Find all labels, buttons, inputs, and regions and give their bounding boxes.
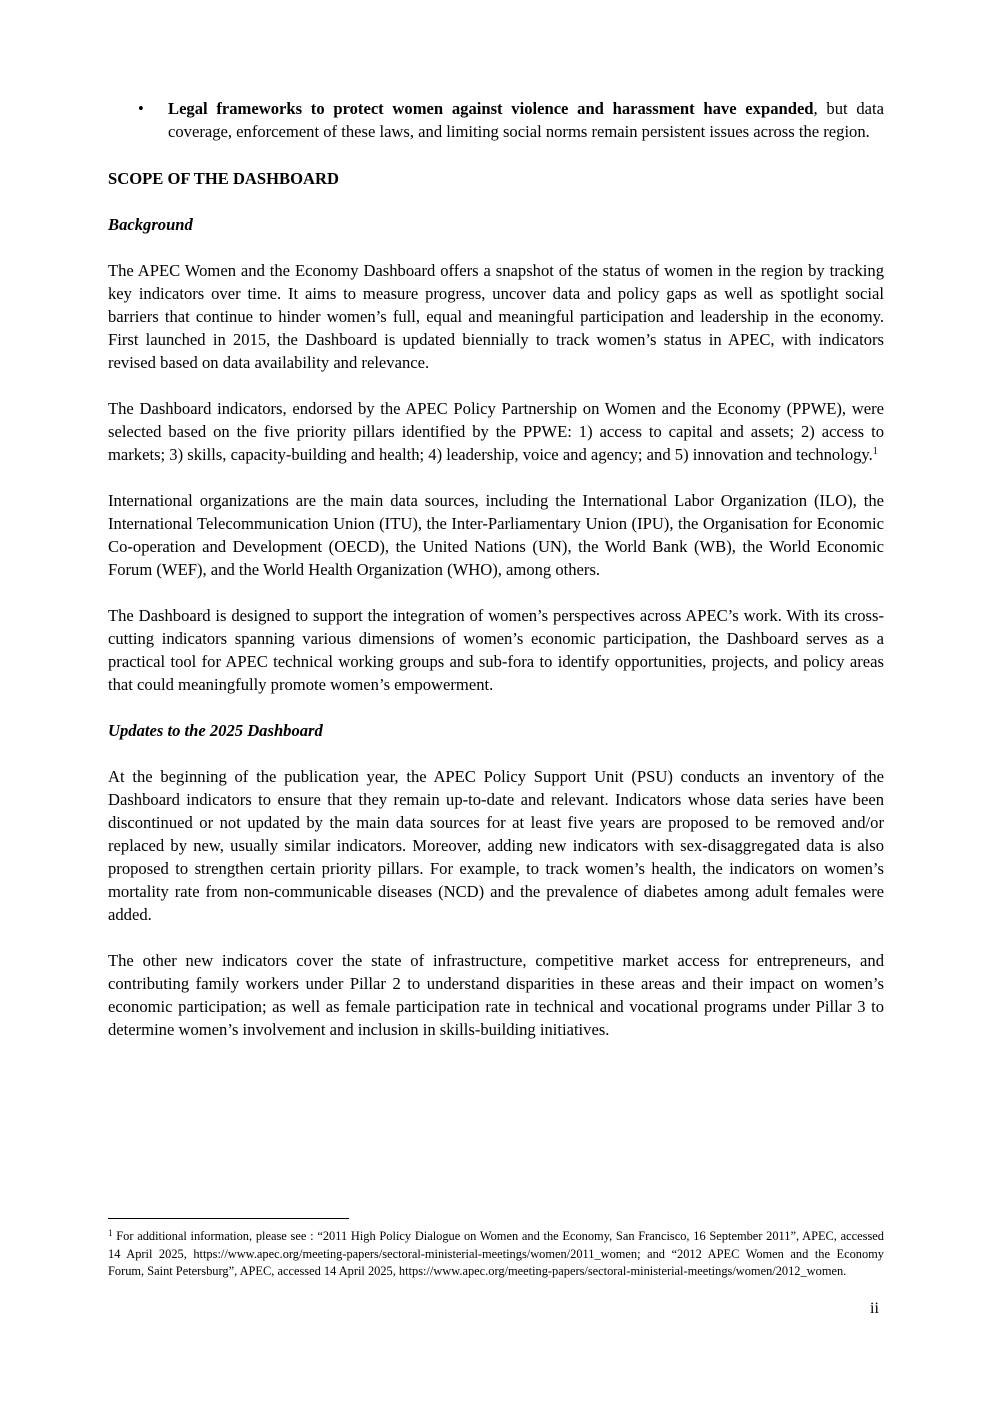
bullet-text [168, 97, 884, 143]
paragraph: The other new indicators cover the state of infrastructure, competitive market access for entrepreneurs, and contributing family workers under Pillar 2 to understand disparities in these areas and their impact on women’s economic participation; as well as female participation rate in technical and vocational programs under Pillar 3 to determine women’s involvement and inclusion in skills-building initiatives. [108, 951, 884, 1039]
bullet-bold-text: Legal frameworks to protect women against violence and harassment have expanded [168, 99, 814, 118]
paragraph: At the beginning of the publication year, the APEC Policy Support Unit (PSU) conducts an inventory of the Dashboard indicators to ensure that they remain up-to-date and relevant. Indicators whose data series have been discontinued or not updated by the main data sources for at least five years are proposed to be removed and/or replaced by new, usually similar indicators. Moreover, adding new indicators with sex-disaggregated data is also proposed to strengthen certain priority pillars. For example, to track women’s health, the indicators on women’s mortality rate from non-communicable diseases (NCD) and the prevalence of diabetes among adult females were added. [108, 767, 884, 924]
document-page [108, 97, 884, 1041]
footnote-reference[interactable]: 1 [872, 446, 878, 457]
section-title: SCOPE OF THE DASHBOARD [108, 169, 339, 188]
paragraph: International organizations are the main data sources, including the International Labor Organization (ILO), the International Telecommunication Union (ITU), the Inter-Parliamentary Union (IPU), the Organisation for Economic Co-operation and Development (OECD), the United Nations (UN), the World Bank (WB), the World Economic Forum (WEF), and the World Health Organization (WHO), among others. [108, 491, 884, 579]
footnote-number: 1 [108, 1228, 113, 1238]
paragraph-text: The Dashboard indicators, endorsed by the APEC Policy Partnership on Women and the Economy (PPWE), were selected based on the five priority pillars identified by the PPWE: 1) access to capital and assets; 2) access to markets; 3) skills, capacity-building and health; 4) leadership, voice and agency; and 5) innovation and technology. [108, 399, 884, 464]
updates-heading: Updates to the 2025 Dashboard [108, 721, 323, 740]
footnote-text: For additional information, please see : “2011 High Policy Dialogue on Women and the Economy, San Francisco, 16 September 2011”, APEC, accessed 14 April 2025, https://www.apec.org/meeting-papers/sectoral-ministerial-meetings/women/2011_women; and “2012 APEC Women and the Economy Forum, Saint Petersburg”, APEC, accessed 14 April 2025, https://www.apec.org/meeting-papers/sectoral-ministerial-meetings/women/2012_women. [108, 1229, 884, 1278]
paragraph: The APEC Women and the Economy Dashboard offers a snapshot of the status of women in the region by tracking key indicators over time. It aims to measure progress, uncover data and policy gaps as well as spotlight social barriers that continue to hinder women’s full, equal and meaningful participation and leadership in the economy. First launched in 2015, the Dashboard is updated biennially to track women’s status in APEC, with indicators revised based on data availability and relevance. [108, 261, 884, 372]
footnote-divider [108, 1218, 349, 1219]
background-heading: Background [108, 215, 193, 234]
paragraph-pillars [108, 397, 884, 466]
bullet-item [138, 97, 884, 143]
paragraph: The Dashboard is designed to support the integration of women’s perspectives across APEC’s work. With its cross-cutting indicators spanning various dimensions of women’s economic participation, the Dashboard serves as a practical tool for APEC technical working groups and sub-fora to identify opportunities, projects, and policy areas that could meaningfully promote women’s empowerment. [108, 606, 884, 694]
footnote [108, 1228, 884, 1281]
page-number: ii [870, 1300, 879, 1317]
bullet-icon: • [138, 99, 144, 118]
bullet-rest-text: , but data coverage, enforcement of these laws, and limiting social norms remain persistent issues across the region. [168, 99, 884, 141]
